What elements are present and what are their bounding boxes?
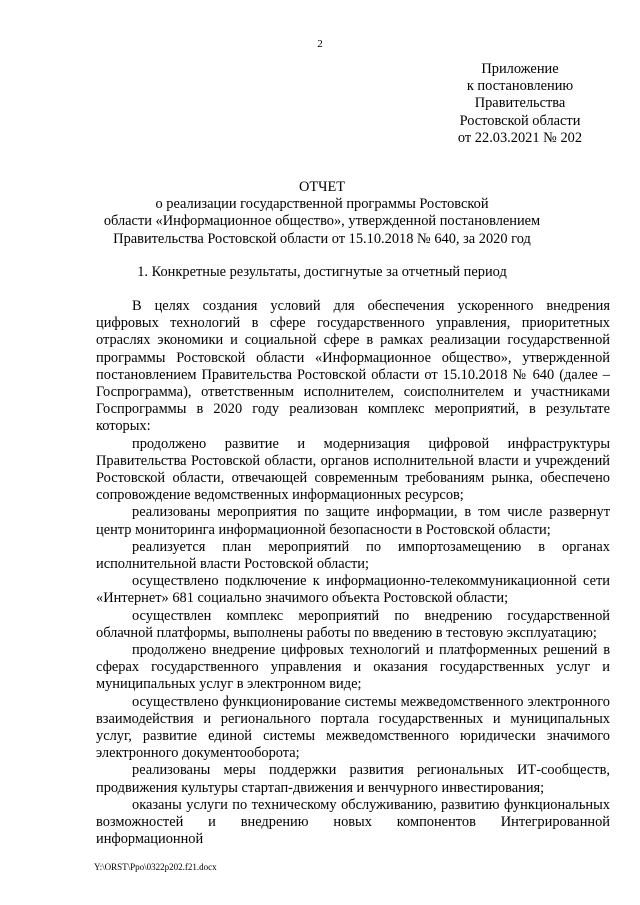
body-paragraph: реализованы мероприятия по защите информации, в том числе развернут центр мониторинга информационной безопасности в Ростовской области; xyxy=(96,504,610,538)
report-title xyxy=(80,179,564,248)
appendix-line: от 22.03.2021 № 202 xyxy=(457,129,583,146)
body-paragraph: осуществлено функционирование системы межведомственного электронного взаимодействия и регионального портала государственных и муниципальных услуг, развитие единой системы межведомственного юридически значимого электронного документооборота; xyxy=(96,693,610,762)
appendix-block xyxy=(420,61,620,147)
report-title-line: области «Информационное общество», утвержденной постановлением xyxy=(103,213,541,230)
footer-file-path: Y:\ORST\Ppo\0322p202.f21.docx xyxy=(94,862,217,872)
body-paragraph: реализуется план мероприятий по импортозамещению в органах исполнительной власти Ростовской области; xyxy=(96,538,610,573)
appendix-line: к постановлению xyxy=(466,78,574,95)
body-paragraph: оказаны услуги по техническому обслуживанию, развитию функциональных возможностей и внедрению новых компонентов Интегрированной информационной xyxy=(96,796,610,848)
appendix-line: Правительства xyxy=(474,95,566,112)
body-paragraph: осуществлен комплекс мероприятий по внедрению государственной облачной платформы, выполнены работы по введению в тестовую эксплуатацию; xyxy=(96,607,610,641)
body-paragraph: осуществлено подключение к информационно-телекоммуникационной сети «Интернет» 681 социально значимого объекта Ростовской области; xyxy=(96,573,610,607)
appendix-line: Приложение xyxy=(481,61,559,77)
section-heading: 1. Конкретные результаты, достигнутые за отчетный период xyxy=(137,264,507,280)
body-paragraph: В целях создания условий для обеспечения ускоренного внедрения цифровых технологий в сфере государственного управления, приоритетных отраслях экономики и социальной сфере в рамках реализации государственной программы Ростовской области «Информационное общество», утвержденной постановлением Правительства Ростовской области от 15.10.2018 № 640 (далее – Госпрограмма), ответственным исполнителем, соисполнителем и участниками Госпрограммы в 2020 году реализован комплекс мероприятий, в результате которых: xyxy=(96,298,610,435)
body-paragraph: реализованы меры поддержки развития региональных ИТ-сообществ, продвижения культуры стартап-движения и венчурного инвестирования; xyxy=(96,762,610,796)
report-title-line: о реализации государственной программы Ростовской xyxy=(155,196,489,213)
body-paragraph: продолжено развитие и модернизация цифровой инфраструктуры Правительства Ростовской области, органов исполнительной власти и учреждений Ростовской области, отвечающей современным требованиям рынка, обеспечено сопровождение ведомственных информационных ресурсов; xyxy=(96,435,610,504)
page-number: 2 xyxy=(317,38,323,50)
body-text xyxy=(96,298,610,849)
report-title-line: Правительства Ростовской области от 15.10.2018 № 640, за 2020 год xyxy=(113,230,531,247)
appendix-line: Ростовской области xyxy=(459,112,581,129)
body-paragraph: продолжено внедрение цифровых технологий и платформенных решений в сферах государственного управления и оказания государственных услуг и муниципальных услуг в электронном виде; xyxy=(96,642,610,693)
report-title-line: ОТЧЕТ xyxy=(298,179,346,195)
